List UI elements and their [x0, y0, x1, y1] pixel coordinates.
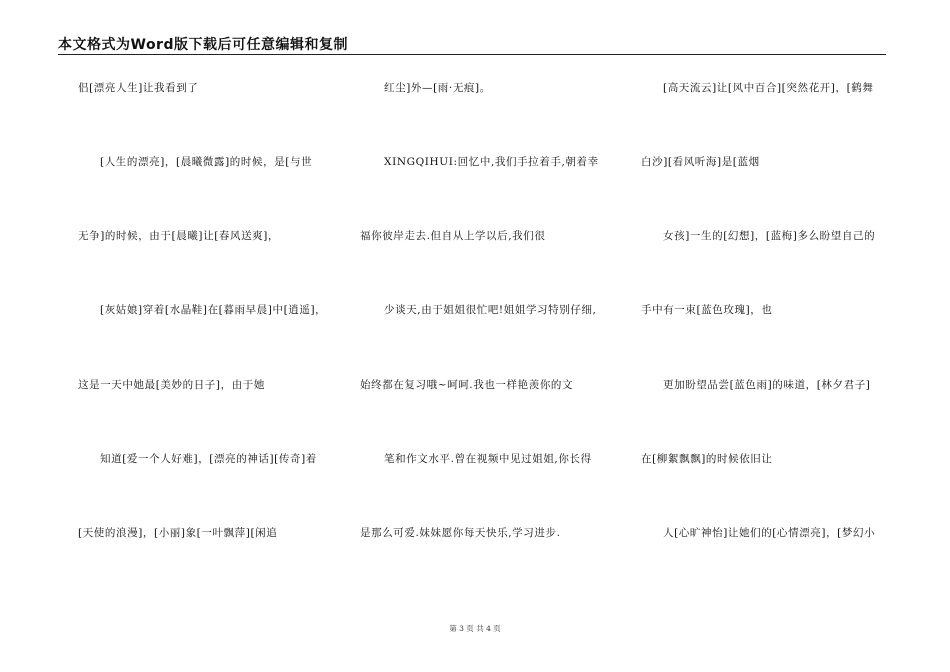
text-line: 无争]的时候，由于[晨曦]让[春风送爽]， [78, 230, 280, 242]
text-line: 手中有一束[蓝色玫瑰]，也 [641, 304, 773, 316]
text-line: 女孩]一生的[幻想]，[蓝梅]多么盼望自己的 [663, 230, 876, 242]
text-line: 是那么可爱.妹妹愿你每天快乐,学习进步. [360, 527, 561, 539]
text-line: 侣[漂亮人生]让我看到了 [78, 82, 199, 94]
text-line: 少谈天,由于姐姐很忙吧!姐姐学习特别仔细, [384, 304, 597, 316]
text-line: XINGQIHUI:回忆中,我们手拉着手,朝着幸 [384, 156, 599, 168]
text-line: 人[心旷神怡]让她们的[心情漂亮]，[梦幻小 [663, 527, 876, 539]
document-header-title: 本文格式为Word版下载后可任意编辑和复制 [58, 37, 348, 53]
text-line: [高天流云]让[风中百合][突然花开]，[鹤舞 [663, 82, 874, 94]
text-line: [灰姑娘]穿着[水晶鞋]在[暮雨早晨]中[逍遥]， [100, 304, 327, 316]
page-number: 第 3 页 共 4 页 [449, 624, 501, 633]
text-line: 这是一天中她最[美妙的日子]，由于她 [78, 379, 265, 391]
text-line: [天使的浪漫]，[小丽]象[一叶飘萍][闲追 [78, 527, 278, 539]
text-line: 始终都在复习哦~呵呵.我也一样艳羡你的文 [360, 379, 574, 391]
text-line: 福你彼岸走去.但自从上学以后,我们很 [360, 230, 546, 242]
text-line: 更加盼望品尝[蓝色雨]的味道，[林夕君子] [663, 379, 871, 391]
text-line: 白沙][看风听海]是[蓝烟 [641, 156, 760, 168]
text-line: 在[柳絮飘飘]的时候依旧让 [641, 453, 773, 465]
text-line: 知道[爱一个人好难]，[漂亮的神话][传奇]着 [100, 453, 317, 465]
text-line: [人生的漂亮]，[晨曦微露]的时候，是[与世 [100, 156, 313, 168]
text-line: 红尘]外—[雨·无痕]。 [384, 82, 491, 94]
text-line: 笔和作文水平.曾在视频中见过姐姐,你长得 [384, 453, 592, 465]
header-rule [58, 54, 886, 55]
